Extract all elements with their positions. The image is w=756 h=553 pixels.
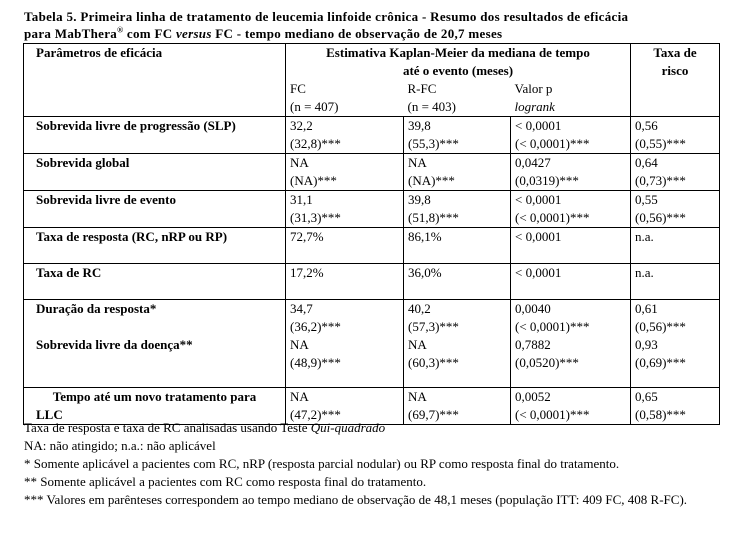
risk-cell: 0,55 (0,56)***	[631, 191, 720, 228]
rfc-cell: 86,1%	[404, 228, 511, 264]
table-notes	[24, 419, 719, 509]
fc-cell: NA (47,2)***	[286, 388, 404, 425]
fc-cell: 34,7 (36,2)*** NA (48,9)***	[286, 300, 404, 388]
rfc-cell: 39,8 (55,3)***	[404, 117, 511, 154]
fc-cell: 72,7%	[286, 228, 404, 264]
table-row	[24, 117, 720, 154]
risk-cell: 0,61 (0,56)*** 0,93 (0,69)***	[631, 300, 720, 388]
rfc-cell: NA (69,7)***	[404, 388, 511, 425]
risk-cell: n.a.	[631, 264, 720, 300]
param-disease-free: Sobrevida livre da doença**	[36, 337, 193, 352]
note-double-asterisk: ** Somente aplicável a pacientes com RC como resposta final do tratamento.	[24, 474, 427, 489]
risk-cell: 0,64 (0,73)***	[631, 154, 720, 191]
table-row	[24, 300, 720, 388]
param-cell: Taxa de RC	[24, 264, 286, 300]
p-cell: < 0,0001	[511, 228, 631, 264]
header-kaplan-meier: Estimativa Kaplan-Meier da mediana de tempo até o evento (meses)	[286, 44, 631, 81]
efficacy-table	[23, 43, 720, 425]
table-title	[24, 8, 724, 42]
header-rfc: R-FC (n = 403)	[404, 80, 511, 117]
param-cell: Tempo até um novo tratamento para LLC	[24, 388, 286, 425]
risk-cell: 0,65 (0,58)***	[631, 388, 720, 425]
header-risk-rate: Taxa de risco	[631, 44, 720, 117]
note-single-asterisk: * Somente aplicável a pacientes com RC, nRP (resposta parcial nodular) ou RP como resposta final do tratamento.	[24, 456, 620, 471]
param-cell: Sobrevida global	[24, 154, 286, 191]
note-abbreviations: NA: não atingido; n.a.: não aplicável	[24, 438, 216, 453]
header-params: Parâmetros de eficácia	[24, 44, 286, 117]
fc-cell: 32,2 (32,8)***	[286, 117, 404, 154]
table-row	[24, 264, 720, 300]
table-row	[24, 191, 720, 228]
title-versus: versus	[175, 26, 212, 41]
table-row	[24, 154, 720, 191]
p-cell: 0,0427 (0,0319)***	[511, 154, 631, 191]
p-cell: 0,0040 (< 0,0001)*** 0,7882 (0,0520)***	[511, 300, 631, 388]
p-cell: < 0,0001	[511, 264, 631, 300]
p-cell: 0,0052 (< 0,0001)***	[511, 388, 631, 425]
note-chi-square: Taxa de resposta e taxa de RC analisadas usando Teste Qui-quadrado	[24, 420, 386, 435]
param-cell: Sobrevida livre de progressão (SLP)	[24, 117, 286, 154]
rfc-cell: NA (NA)***	[404, 154, 511, 191]
title-line2b: com FC	[123, 26, 176, 41]
p-cell: < 0,0001 (< 0,0001)***	[511, 117, 631, 154]
table-row	[24, 228, 720, 264]
param-cell: Taxa de resposta (RC, nRP ou RP)	[24, 228, 286, 264]
title-line2c: FC - tempo mediano de observação de 20,7 meses	[211, 26, 503, 41]
risk-cell: n.a.	[631, 228, 720, 264]
header-p-value: Valor p logrank	[511, 80, 631, 117]
header-row-1	[24, 44, 720, 81]
fc-cell: NA (NA)***	[286, 154, 404, 191]
fc-cell: 31,1 (31,3)***	[286, 191, 404, 228]
rfc-cell: 39,8 (51,8)***	[404, 191, 511, 228]
note-triple-asterisk: *** Valores em parênteses correspondem ao tempo mediano de observação de 48,1 meses (população ITT: 409 FC, 408 R-FC).	[24, 492, 688, 507]
param-duration: Duração da resposta*	[36, 301, 157, 316]
title-line1: Tabela 5. Primeira linha de tratamento de leucemia linfoide crônica - Resumo dos resultados de eficácia	[24, 9, 629, 24]
p-cell: < 0,0001 (< 0,0001)***	[511, 191, 631, 228]
rfc-cell: 36,0%	[404, 264, 511, 300]
title-line2a: para MabThera	[24, 26, 118, 41]
registered-mark: ®	[117, 25, 124, 35]
fc-cell: 17,2%	[286, 264, 404, 300]
risk-cell: 0,56 (0,55)***	[631, 117, 720, 154]
param-cell: Sobrevida livre de evento	[24, 191, 286, 228]
rfc-cell: 40,2 (57,3)*** NA (60,3)***	[404, 300, 511, 388]
header-fc: FC (n = 407)	[286, 80, 404, 117]
param-cell	[24, 300, 286, 388]
